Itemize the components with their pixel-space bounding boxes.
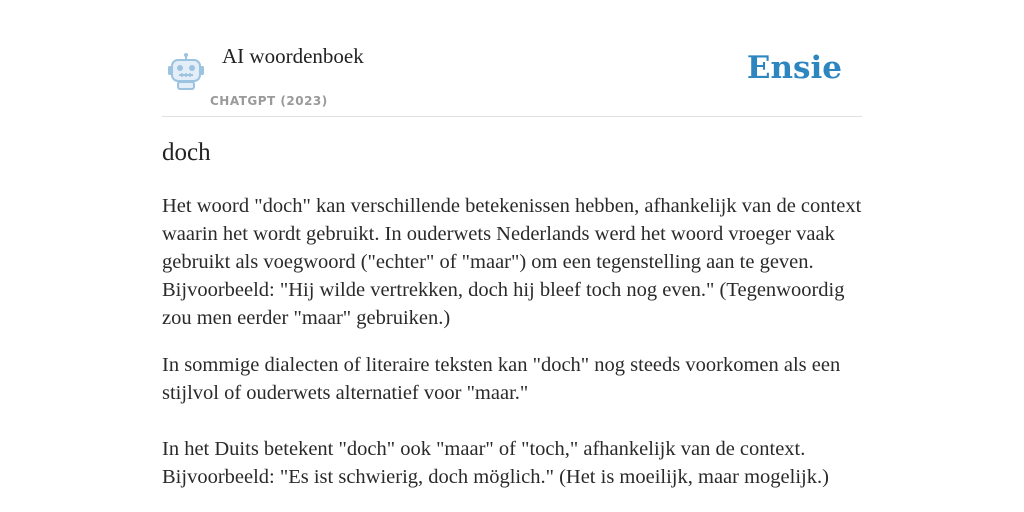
dictionary-title[interactable]: AI woordenboek xyxy=(222,44,364,68)
definition-paragraph: In sommige dialecten of literaire teksten kan "doch" nog steeds voorkomen als een stijlvol of ouderwets alternatief voor "maar." xyxy=(162,354,841,404)
brand-logo[interactable]: Ensie xyxy=(746,50,842,86)
definition-paragraph: In het Duits betekent "doch" ook "maar" of "toch," afhankelijk van de context. Bijvoorbeeld: "Es ist schwierig, doch möglich." (Het is moeilijk, maar mogelijk.) xyxy=(162,438,829,488)
robot-icon xyxy=(166,52,206,90)
dictionary-source: CHATGPT (2023) xyxy=(210,94,328,108)
dictionary-header xyxy=(162,30,862,117)
headword: doch xyxy=(162,139,211,166)
definition-paragraph: Het woord "doch" kan verschillende betekenissen hebben, afhankelijk van de context waarin het wordt gebruikt. In ouderwets Nederlands werd het woord vroeger vaak gebruikt als voegwoord ("echter" of "maar") om een tegenstelling aan te geven. Bijvoorbeeld: "Hij wilde vertrekken, doch hij bleef toch nog even." (Tegenwoordig zou men eerder "maar" gebruiken.) xyxy=(162,195,862,329)
